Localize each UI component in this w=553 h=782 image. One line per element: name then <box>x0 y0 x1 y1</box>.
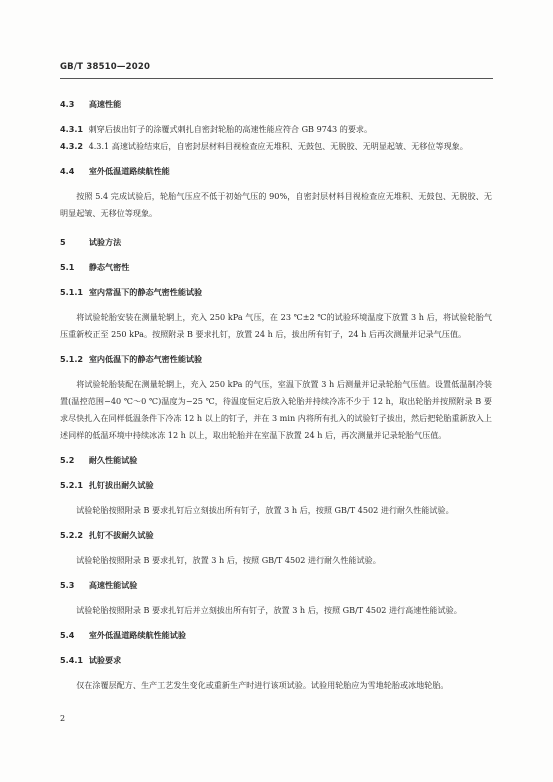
section-title: 试验方法 <box>88 237 122 247</box>
section-title: 扎钉拔出耐久试验 <box>88 480 154 490</box>
section-title: 高速性能试验 <box>88 580 138 590</box>
section-number: 5.1.1 <box>60 287 84 297</box>
body-paragraph: 试验轮胎按照附录 B 要求扎钉后并立刻拔出所有钉子，放置 3 h 后，按照 GB/T 4502 进行高速性能试验。 <box>76 605 462 615</box>
section-title: 高速性能 <box>88 99 122 109</box>
section-heading <box>60 284 492 301</box>
section-heading <box>60 627 492 644</box>
section-heading <box>60 351 492 368</box>
section-heading <box>60 96 492 113</box>
section-title: 扎钉不拔耐久试验 <box>88 530 154 540</box>
section-title: 室外低温道路续航性能 <box>88 166 170 176</box>
section-heading <box>60 652 492 669</box>
body-paragraph: 将试验轮胎装配在测量轮辋上，充入 250 kPa 的气压，室温下放置 3 h 后测量并记录轮胎气压值。设置低温制冷装置(温控范围−40 ℃～0 ℃)温度为−25 ℃，待温度恒定后放入轮胎并持续冷冻不少于 12 h，取出轮胎并按照附录 B 要求尽快扎入在同样低温条件下冷冻 12 h 以上的钉子，并在 3 min 内将所有扎入的试验钉子拔出，然后把轮胎重新放入上述同样的低温环境中持续冰冻 12 h 以上，取出轮胎并在室温下放置 24 h 后，再次测量并记录轮胎气压值。 <box>60 379 492 440</box>
section-number: 4.4 <box>60 166 75 176</box>
section-title: 室内常温下的静态气密性能试验 <box>88 287 203 297</box>
header-rule <box>60 78 493 79</box>
clause-paragraph <box>60 138 492 155</box>
body-paragraph: 试验轮胎按照附录 B 要求扎钉后立刻拔出所有钉子，放置 3 h 后，按照 GB/T 4502 进行耐久性能试验。 <box>76 505 454 515</box>
section-title: 试验要求 <box>88 655 122 665</box>
section-number: 5.4 <box>60 630 75 640</box>
section-number: 5.4.1 <box>60 655 84 665</box>
section-heading <box>60 163 492 180</box>
section-number: 5.1 <box>60 262 75 272</box>
standard-header <box>60 62 150 72</box>
clause-text: 4.3.1 高速试验结束后，自密封层材料目视检查应无堆积、无鼓包、无脱胶、无明显起皱、无移位等现象。 <box>88 141 468 151</box>
section-heading <box>60 259 492 276</box>
page-number: 2 <box>60 714 66 723</box>
standard-code: GB/T <box>60 62 84 72</box>
body-paragraph: 按照 5.4 完成试验后，轮胎气压应不低于初始气压的 90%，自密封层材料目视检查应无堆积、无鼓包、无脱胶、无明显起皱、无移位等现象。 <box>60 191 492 218</box>
clause-number: 4.3.1 <box>60 124 84 134</box>
section-heading <box>60 527 492 544</box>
body-paragraph: 仅在涂覆层配方、生产工艺发生变化或重新生产时进行该项试验。试验用轮胎应为雪地轮胎或冰地轮胎。 <box>76 680 449 690</box>
section-title: 耐久性能试验 <box>88 455 138 465</box>
clause-paragraph <box>60 121 492 138</box>
section-number: 5.2.1 <box>60 480 84 490</box>
section-title: 室外低温道路续航性能试验 <box>88 630 186 640</box>
section-number: 4.3 <box>60 99 75 109</box>
section-title: 静态气密性 <box>88 262 130 272</box>
section-number: 5 <box>60 237 66 247</box>
section-number: 5.3 <box>60 580 75 590</box>
section-number: 5.2 <box>60 455 75 465</box>
section-heading <box>60 234 492 251</box>
clause-number: 4.3.2 <box>60 141 84 151</box>
clause-text: 刺穿后拔出钉子的涂覆式刺扎自密封轮胎的高速性能应符合 GB 9743 的要求。 <box>88 124 373 134</box>
section-number: 5.1.2 <box>60 354 84 364</box>
body-paragraph: 试验轮胎按照附录 B 要求扎钉，放置 3 h 后，按照 GB/T 4502 进行耐久性能试验。 <box>76 555 381 565</box>
section-title: 室内低温下的静态气密性能试验 <box>88 354 203 364</box>
section-heading <box>60 577 492 594</box>
standard-number: 38510—2020 <box>86 62 151 72</box>
body-paragraph: 将试验轮胎安装在测量轮辋上，充入 250 kPa 气压，在 23 ℃±2 ℃的试验环境温度下放置 3 h 后，将试验轮胎气压重新校正至 250 kPa。按照附录 B 要求扎钉，放置 24 h 后，拔出所有钉子，24 h 后再次测量并记录气压值。 <box>60 312 492 339</box>
section-number: 5.2.2 <box>60 530 84 540</box>
section-heading <box>60 477 492 494</box>
section-heading <box>60 452 492 469</box>
document-body <box>60 96 492 694</box>
